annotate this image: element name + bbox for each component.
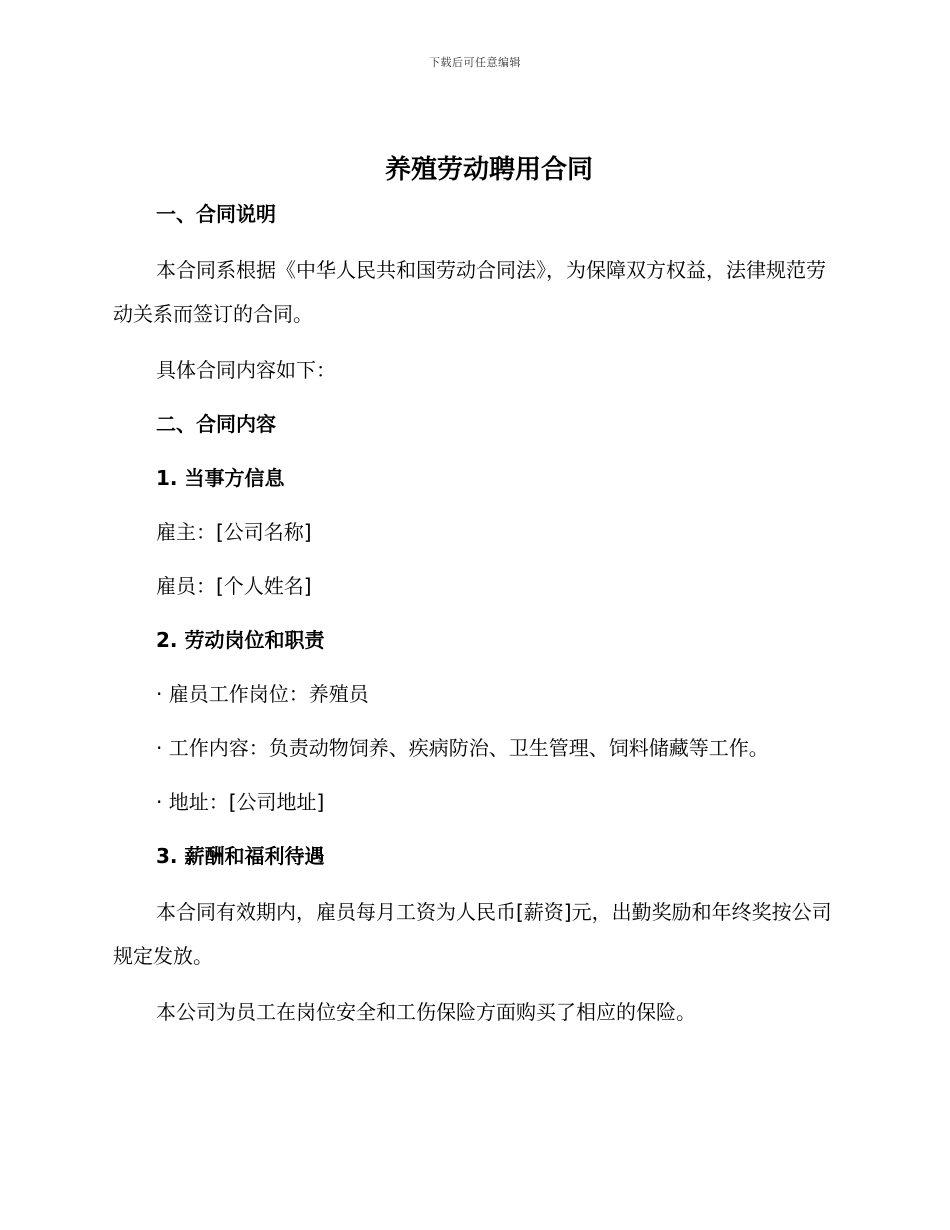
employer-line: 雇主：[公司名称] [156, 520, 312, 544]
list-item: · 地址：[公司地址] [156, 790, 325, 814]
paragraph-salary: 本合同有效期内，雇员每月工资为人民币[薪资]元，出勤奖励和年终奖按公司规定发放。 [113, 900, 832, 968]
subsection-heading-parties: 1. 当事方信息 [156, 466, 285, 490]
section-heading-2: 二、合同内容 [156, 412, 276, 436]
subsection-heading-duties: 2. 劳动岗位和职责 [156, 628, 325, 652]
subsection-heading-salary: 3. 薪酬和福利待遇 [156, 844, 325, 868]
paragraph-contents-intro: 具体合同内容如下： [156, 358, 336, 382]
header-note: 下载后可任意编辑 [429, 56, 521, 69]
document-content [113, 146, 837, 1032]
paragraph-contract-basis: 本合同系根据《中华人民共和国劳动合同法》，为保障双方权益，法律规范劳动关系而签订的合同。 [113, 258, 826, 326]
section-heading-1: 一、合同说明 [156, 202, 276, 226]
document-title: 养殖劳动聘用合同 [384, 155, 593, 185]
paragraph-insurance: 本公司为员工在岗位安全和工伤保险方面购买了相应的保险。 [156, 1000, 696, 1024]
employee-line: 雇员：[个人姓名] [156, 574, 312, 598]
list-item: · 雇员工作岗位：养殖员 [156, 682, 369, 706]
list-item: · 工作内容：负责动物饲养、疾病防治、卫生管理、饲料储藏等工作。 [156, 736, 769, 760]
